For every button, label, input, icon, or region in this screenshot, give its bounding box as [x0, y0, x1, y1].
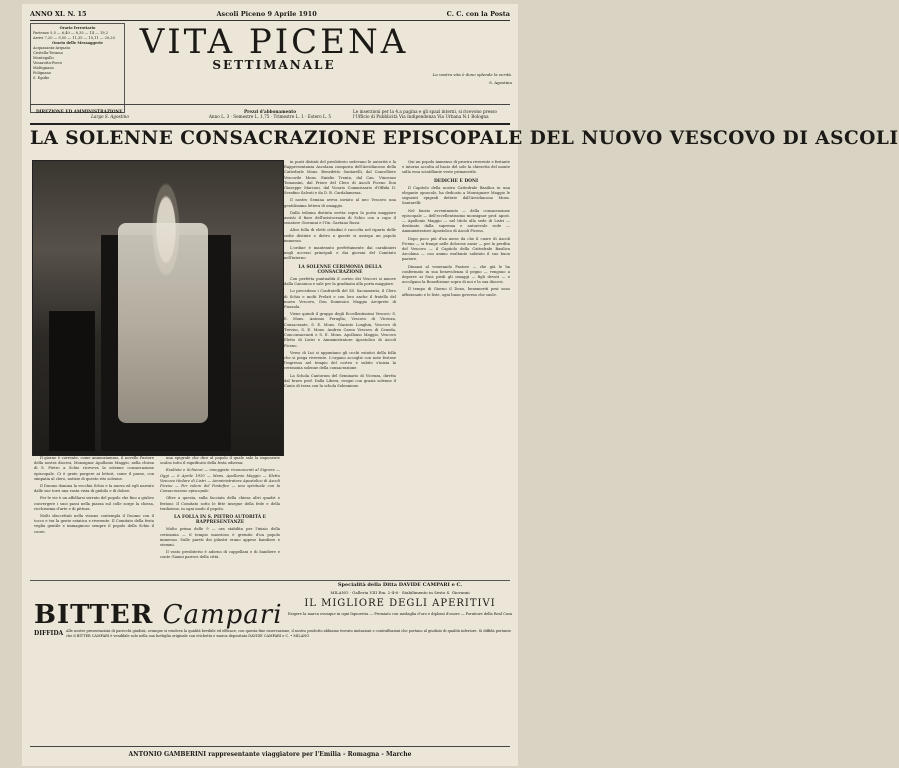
administration-block — [30, 109, 190, 119]
article-paragraph: Altro folla di eletti cittadini è raccolta nel riparto delle sedie distinte e dietro a queste si assiepa un popolo immenso. — [284, 228, 396, 243]
article-column-1 — [284, 160, 396, 586]
direction-address: Largo S. Agostino — [91, 114, 129, 119]
bottom-banner: ANTONIO GAMBERINI rappresentante viaggiatore per l'Emilia - Romagna - Marche — [30, 746, 510, 761]
article-paragraph: Qui un popolo immenso di prostra riverente e festante e intorno accolta al bacio del sole la chiesetta del monte sulla essa scintillante veste primaverile. — [402, 160, 510, 175]
article-column-4 — [160, 456, 280, 726]
ads-info: Le inserzioni per la 4.a pagina e gli spazi interni, si ricevono presso l'Ufficio di Pubblicità Via Indipendenza Via Urbana N.1 Bologna — [353, 109, 497, 119]
advertisement-divider — [30, 580, 510, 581]
article-paragraph: Il nostro Semina aveva inviato al neo Vescovo una gentilissima lettera di omaggio. — [284, 198, 396, 208]
ad-description: Esigere la marca ovunque in ogni liquoreria — Premiato con medaglia d'oro e diplomi d'onore — Fornitore della Real Casa — [288, 612, 512, 616]
section-heading: LA SOLENNE CERIMONIA DELLA CONSACRAZIONE — [298, 264, 382, 275]
postal-info: C. C. con la Posta — [446, 10, 510, 18]
diffida-label: DIFFIDA — [34, 630, 64, 637]
article-paragraph: Molto prima delle 9 — ora stabilita per l'inizio della cerimonia — il tempio maestoso è gremito d'un popolo immenso. Sulle pareti dei pilastri erano appese bandiere e stemmi. — [160, 527, 280, 548]
ad-specialty: Specialità della Ditta DAVIDE CAMPARI e C. — [337, 582, 463, 588]
issue-number: ANNO XI. N. 15 — [30, 10, 87, 18]
article-paragraph: una epigrafe che dice al popolo il quale sale la imponente scalea tutto il significato della festa odierna: — [160, 456, 280, 466]
main-headline: LA SOLENNE CONSACRAZIONE EPISCOPALE DEL NUOVO VESCOVO DI ASCOLI — [30, 128, 899, 149]
article-paragraph: Oltre a questa, sulla facciata della chiesa altri quadri e festoni: Il Comitato sotto le fitte insegne della fede e della tradizione, in ogni modo il popolo. — [160, 496, 280, 511]
article-paragraph: Nel fausto avvenimento — della consacrazione episcopale — dell'eccellentissimo monsignor prof. apost. — Apollonio Maggio — nel titolo alla sede di Listri — destinato dalla suprema e autorevole sede — Amministratore Apostolico di Ascoli Piceno. — [402, 208, 510, 234]
bishop-portrait-photo — [32, 160, 284, 456]
prices-values: Anno L. 3 · Semestre L. 1,75 · Trimestre L. 1 · Estero L. 5 — [208, 114, 332, 119]
timetable-line: Acquasanta-Arquata — [33, 46, 71, 50]
ad-tagline: IL MIGLIORE DEGLI APERITIVI — [304, 598, 496, 609]
timetable-line: Maltignano — [33, 66, 54, 70]
article-paragraph: Il vasto presbiterio è adorno di cappellani e di bandiere e conte Gianni parroci della città. — [160, 550, 280, 560]
photo-vestment — [118, 223, 208, 423]
article-paragraph: Il tempo di Giorno il Dono, benemeriti pesi sono affezionato e le liste, ogni buon governo che suole. — [402, 287, 510, 297]
article-paragraph: La Schola Cantorum del Seminario di Vicenza, diretta dal bravo prof. Dalla Libera, esegui con grazia solenne il Canto di terza con la schola Solennione. — [284, 373, 396, 388]
article-paragraph: in posti distinti del presbiterio sedevano le autorità e la Rappresentanza Ascolana composta dell'Arcidiacono della Cattedrale Mons. Benedetto Santarelli, dal Cancelliere Vescovile Mons. Emidio Trenta, dal Can. Vincenzo Tomassini, dal Priore del Clero di Ascoli Piceno Don Giuseppe Marconi, dal Vicario Commissario d'Offida D. Serafino Salvati e da D. B. Cardalamessa. — [284, 160, 396, 196]
newspaper-subtitle: SETTIMANALE — [212, 58, 336, 72]
newspaper-title: VITA PICENA — [139, 22, 409, 62]
article-paragraph: Con perfetta puntualità il corteo dei Vescovi si muove dalla Canonica e sale per la gradinata alla porta maggiore. — [284, 277, 396, 287]
timetable-line: S. Egidio — [33, 76, 50, 80]
timetable-line: Partenze 5,5 — 6,40 — 8,35 — 14 — 19,2 — [33, 31, 108, 35]
timetable-line: Folignano — [33, 71, 51, 75]
article-paragraph: Viene quindi il gruppo degli Eccellentissimi Vescovi: S. E. Mons. Antonio Feruglio, Vescovo di Vicenza, Consacrante, S. E. Mons. Giacinto Longhin, Vescovo di Treviso, S. E. Mons. Andrea Caron Vescovo di Ceneda, Conconsacranti e S. E. Mons. Apollonio Maggio, Vescovo Eletto di Listri e Amministratore Apostolico di Ascoli Piceno. — [284, 312, 396, 348]
motto-author: S. Agostino — [489, 80, 512, 85]
ad-fine-print: Alle nostre presentazioni di parecchi giudizii, ovunque si vendeva la qualità bevibile ed efficace, con questa fine osservazione, il nostro prodotto abbiamo trovato imitazioni e contraffazioni che portano al giudizio di qualità inferiore. Si diffida pertanto che il BITTER CAMPARI è vendibile solo nella sua bottiglia originale con etichetta e marca depositata DAVIDE CAMPARI e C. • MILANO — [66, 629, 511, 638]
photo-background-chair — [49, 311, 95, 451]
article-paragraph: Molti sfaccettati nella visione contempla il Duomo con il tocco e tra la gente estatica e riverente. Il Comitato della festa veglia gentile e immaginoso sempre il popolo della Schio il cuore. — [34, 514, 154, 534]
article-paragraph: Il Duomo domina la vecchia Schio e la nuova ed egli narrato dalle sue torri una vasta vista di giubilo e di dolore. — [34, 484, 154, 494]
issue-date: Ascoli Piceno 9 Aprile 1910 — [216, 10, 317, 18]
bitter-campari-logo — [34, 600, 284, 630]
article-paragraph: Per le vie è un affollarsi serrato del popolo che fino a giulivo convergere i suoi passi nella piazza sul colle sorge la chiesa, ricchissima d'arte e di pittura. — [34, 496, 154, 511]
ad-address: MILANO · Galleria VIII Em. 2-4-6 · Stabilimento in Sesto S. Giovanni — [330, 590, 470, 595]
article-paragraph: L'ordine è mantenuto perfettamente dai carabinieri negli accessi principali e dai giovani del Comitato nell'interno. — [284, 246, 396, 261]
article-paragraph: Dalla tribuna distinta eretta sopra la porta maggiore assisti il fiore dell'aristocrazia di Schio con a capo il senatore Giovanni e l'On. Gaetano Rossi. — [284, 210, 396, 226]
motto: La nostra vita è dono splende la verità. — [432, 72, 512, 77]
article-paragraph: Exultate e Schiensi — inneggiate riconoscenti al Signore — Oggi — 6 Aprile 1910 — Mons. Apollonio Maggio — Eletto Vescovo titolare di Listri — Amministratore Apostolico di Ascoli Piceno — Per volere del Pontefice — uno spirituale con la Consacrazione episcopale. — [160, 468, 280, 494]
top-info-bar — [30, 8, 510, 21]
newspaper-page — [22, 4, 899, 766]
article-paragraph: Dopo poco più d'un mese da che il cuore di Ascoli Piceno — si frange nelle dolorose ansie — per la perdita del Vescovo — il Capitolo della Cattedrale Basilica Arcolana — con animo esultante salutato il suo buon pastore. — [402, 236, 510, 262]
section-heading: LA FOLLA IN S. PIETRO AUTORITÀ E RAPPRESENTANZE — [173, 515, 267, 526]
prices-block — [190, 109, 350, 119]
article-column-2 — [402, 160, 510, 586]
timetable-line: Arrivi 7,20 — 9,50 — 11,35 — 15,11 — 20,20 — [33, 36, 115, 40]
timetable-line: Venarotta-Force — [33, 61, 63, 65]
masthead — [124, 24, 424, 72]
brand-bitter: BITTER — [34, 600, 154, 630]
article-paragraph: Il giorno è corrente, come annunziammo, il novello Pastore della nostra diocesi, Monsignor Apollonio Maggio, nella chiesa di S. Pietro a Schio riceveva la solenne consacrazione episcopale. Ci è grato porgere ai lettori, come il paese, con simpatia al clero, notizie di questo rito solenne. — [34, 456, 154, 481]
prices-title: Prezzi d'abbonamento — [243, 109, 297, 114]
article-paragraph: Il Capitolo della nostra Cattedrale Basilica in una elegante opuscolo, ha dedicato a Monsignore Maggio le seguenti epigrafi dettate dall'Arcidiacono Mons. Santarelli: — [402, 185, 510, 206]
administration-row — [30, 104, 510, 125]
section-heading: DEDICHE E DONI — [433, 178, 479, 184]
article-paragraph: Verso di Lui si appuntano gli occhi estatici della folla che si piega riverente. L'organo accoglie con note festose l'ingresso nel tempio del corteo e subito s'inizia la cerimonia solenne della consacrazione. — [284, 350, 396, 371]
article-paragraph: Dinanzi al venerando Pastore — che già le ha confermato in sua benevolenza il pegno — vengono a deporre ai Suoi piedi gli omaggi — figli devoti — e accolgano la Benedizione sopra di noi e la sua diocesi. — [402, 264, 510, 285]
railway-timetable — [30, 23, 125, 113]
timetable-line: Orario delle Messaggerie — [52, 41, 103, 45]
article-column-3 — [34, 456, 154, 726]
direction-label: DIREZIONE ED AMMINISTRAZIONE — [36, 109, 123, 114]
article-paragraph: Lo precedono i Confratelli del SS. Sacramento, il Clero di Schio e molti Prelati e con loro anche il fratello del nuovo Vescovo, Don Domenico Maggio Arciprete di Piazzola. — [284, 289, 396, 310]
timetable-title: Orario ferroviario — [59, 26, 96, 30]
timetable-line: Civitella-Teramo — [33, 51, 63, 55]
timetable-line: Montegallo — [33, 56, 54, 60]
brand-campari: Campari — [162, 600, 283, 630]
